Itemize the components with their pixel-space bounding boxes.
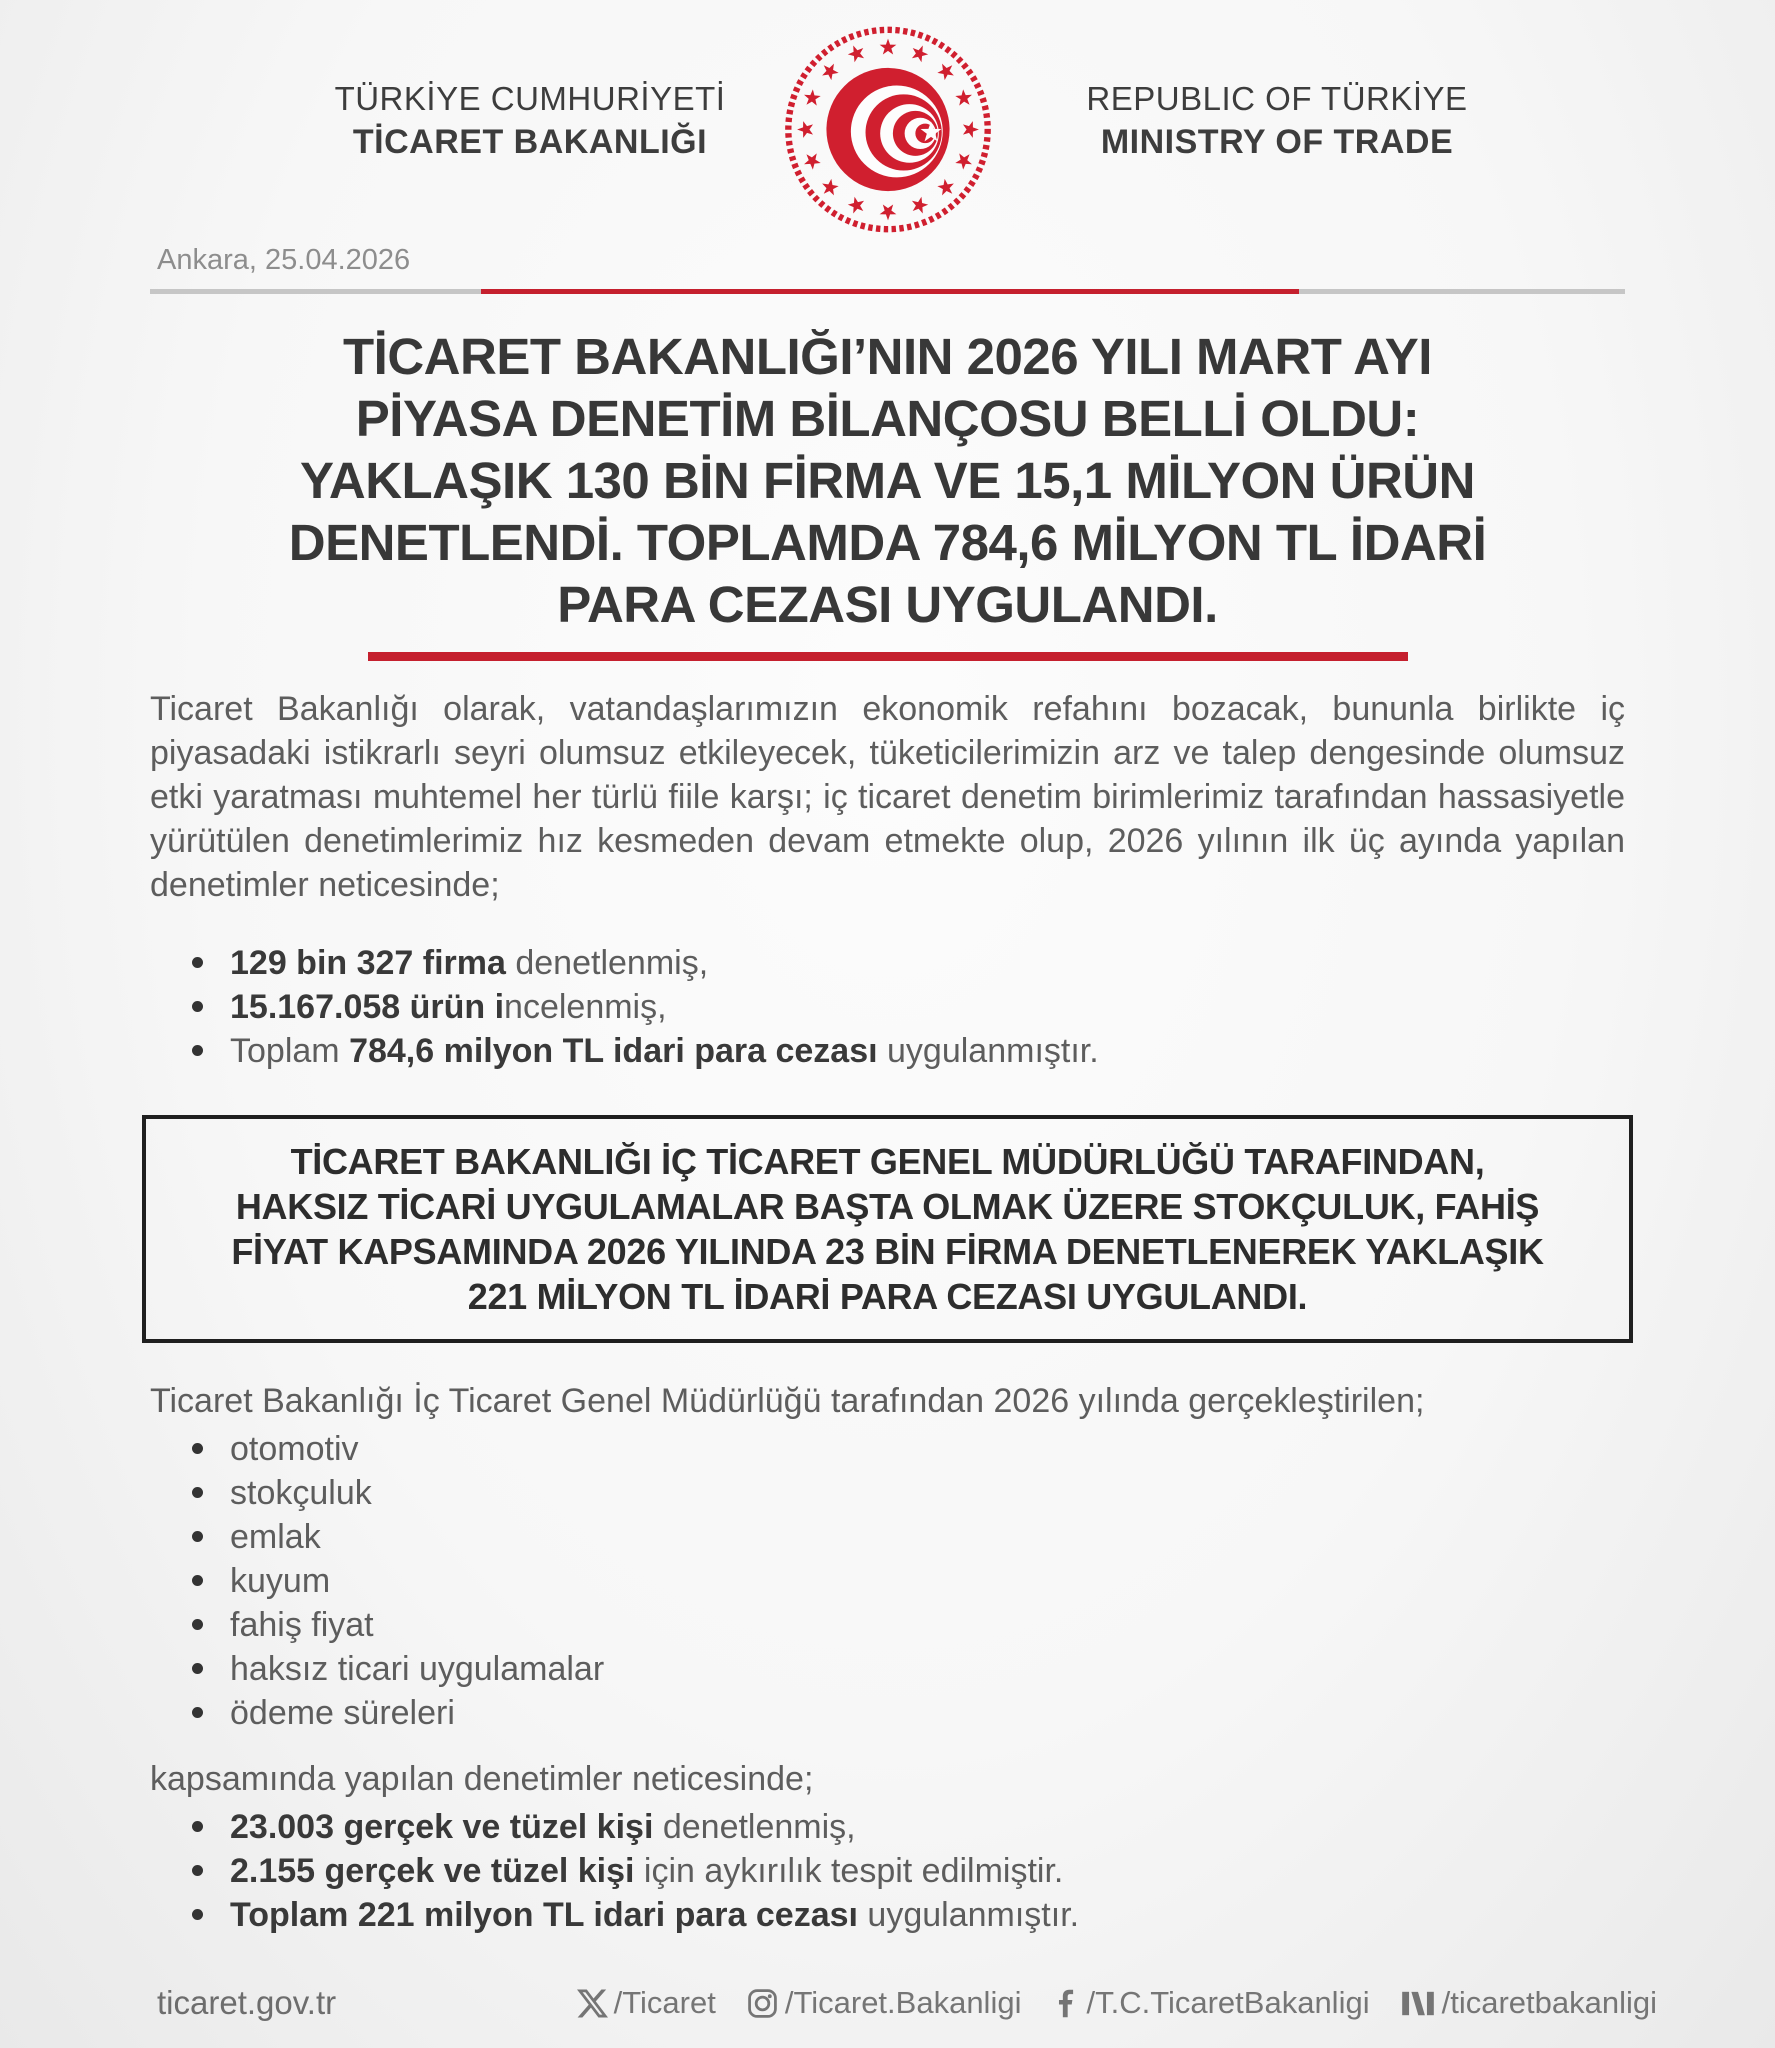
list-item <box>190 941 1775 985</box>
page-title-line: PİYASA DENETİM BİLANÇOSU BELLİ OLDU: <box>355 390 1420 447</box>
page-title-line: PARA CEZASI UYGULANDI. <box>557 576 1218 633</box>
item-post: uygulanmıştır. <box>857 1896 1080 1934</box>
divider-gray-right <box>1299 289 1625 294</box>
social-link-instagram[interactable] <box>746 1985 1022 2021</box>
highlight-box-line: 221 MİLYON TL İDARİ PARA CEZASI UYGULANDI. <box>467 1276 1308 1317</box>
social-link-nsosyal[interactable] <box>1400 1985 1657 2021</box>
results-2026-list <box>0 941 1775 1073</box>
divider-red-center <box>481 289 1299 294</box>
page-title <box>0 326 1775 636</box>
item-post: ncelenmiş, <box>504 988 667 1026</box>
social-link-facebook[interactable] <box>1051 1985 1369 2021</box>
item-post: uygulanmıştır. <box>877 1032 1099 1070</box>
highlight-box <box>142 1115 1633 1343</box>
header-divider <box>150 289 1625 294</box>
page-title-line: YAKLAŞIK 130 BİN FİRMA VE 15,1 MİLYON ÜRÜN <box>300 452 1475 509</box>
list-item <box>190 1893 1775 1937</box>
divider-gray-left <box>150 289 481 294</box>
item-post: için aykırılık tespit edilmiştir. <box>634 1852 1064 1890</box>
list-item: haksız ticari uygulamalar <box>190 1647 1775 1691</box>
highlight-box-line: FİYAT KAPSAMINDA 2026 YILINDA 23 BİN FİRMA DENETLENEREK YAKLAŞIK <box>231 1231 1544 1272</box>
highlight-box-line: TİCARET BAKANLIĞI İÇ TİCARET GENEL MÜDÜRLÜĞÜ TARAFINDAN, <box>290 1141 1485 1182</box>
x-icon <box>577 1988 608 2019</box>
item-bold: 23.003 gerçek ve tüzel kişi <box>230 1808 654 1846</box>
item-bold: 15.167.058 ürün i <box>230 988 505 1026</box>
social-links <box>577 1985 1657 2021</box>
social-handle: /T.C.TicaretBakanligi <box>1086 1985 1370 2020</box>
list-item: fahiş fiyat <box>190 1603 1775 1647</box>
item-bold: 2.155 gerçek ve tüzel kişi <box>230 1852 635 1890</box>
nsosyal-icon <box>1400 1987 1436 2020</box>
list-item: otomotiv <box>190 1427 1775 1471</box>
highlight-box-line: HAKSIZ TİCARİ UYGULAMALAR BAŞTA OLMAK ÜZERE STOKÇULUK, FAHİŞ <box>235 1186 1540 1227</box>
ministry-name-en-line2: MINISTRY OF TRADE <box>1100 123 1454 161</box>
social-handle: /Ticaret.Bakanligi <box>784 1985 1022 2020</box>
instagram-icon <box>746 1987 779 2020</box>
dateline: Ankara, 25.04.2026 <box>157 244 411 276</box>
social-handle: /ticaretbakanligi <box>1441 1985 1657 2020</box>
inspections-intro: Ticaret Bakanlığı İç Ticaret Genel Müdürlüğü tarafından 2026 yılında gerçekleştirilen; <box>150 1382 1425 1420</box>
page-title-line: TİCARET BAKANLIĞI’NIN 2026 YILI MART AYI <box>343 328 1432 385</box>
ministry-of-trade-emblem-icon <box>780 22 995 237</box>
item-pre: Toplam <box>230 1032 350 1070</box>
facebook-icon <box>1051 1989 1080 2018</box>
scope-line: kapsamında yapılan denetimler neticesinde; <box>150 1760 814 1798</box>
ministry-name-tr-line2: TİCARET BAKANLIĞI <box>352 123 708 161</box>
item-post: denetlenmiş, <box>653 1808 856 1846</box>
item-bold: 129 bin 327 firma <box>230 944 506 982</box>
item-post: denetlenmiş, <box>505 944 709 982</box>
list-item <box>190 1805 1775 1849</box>
website-link[interactable]: ticaret.gov.tr <box>157 1984 337 2021</box>
list-item <box>190 1849 1775 1893</box>
list-item: ödeme süreleri <box>190 1691 1775 1735</box>
footer <box>157 1984 1657 2022</box>
social-link-x[interactable] <box>577 1985 716 2021</box>
ministry-name-en <box>1086 80 1467 162</box>
header <box>0 0 1775 240</box>
scope-results-list <box>0 1805 1775 1937</box>
item-bold: 784,6 milyon TL idari para cezası <box>349 1032 878 1070</box>
page-title-line: DENETLENDİ. TOPLAMDA 784,6 MİLYON TL İDARİ <box>288 514 1487 571</box>
list-item <box>190 1029 1775 1073</box>
title-underline <box>368 652 1408 661</box>
list-item: stokçuluk <box>190 1471 1775 1515</box>
ministry-name-en-line1: REPUBLIC OF TÜRKİYE <box>1086 80 1468 117</box>
list-item <box>190 985 1775 1029</box>
list-item: kuyum <box>190 1559 1775 1603</box>
ministry-name-tr <box>335 80 726 162</box>
social-handle: /Ticaret <box>613 1985 716 2020</box>
ministry-name-tr-line1: TÜRKİYE CUMHURİYETİ <box>334 80 726 117</box>
inspection-areas-list <box>0 1427 1775 1735</box>
list-item: emlak <box>190 1515 1775 1559</box>
item-bold: Toplam 221 milyon TL idari para cezası <box>230 1896 858 1934</box>
intro-paragraph: Ticaret Bakanlığı olarak, vatandaşlarımızın ekonomik refahını bozacak, bununla birlikte iç piyasadaki istikrarlı seyri olumsuz etkileyecek, tüketicilerimizin arz ve talep dengesinde olumsuz etki yaratması muhtemel her türlü fiile karşı; iç ticaret denetim birimlerimiz tarafından hassasiyetle yürütülen denetimlerimiz hız kesmeden devam etmekte olup, 2026 yılının ilk üç ayında yapılan denetimler neticesinde; <box>150 690 1625 904</box>
